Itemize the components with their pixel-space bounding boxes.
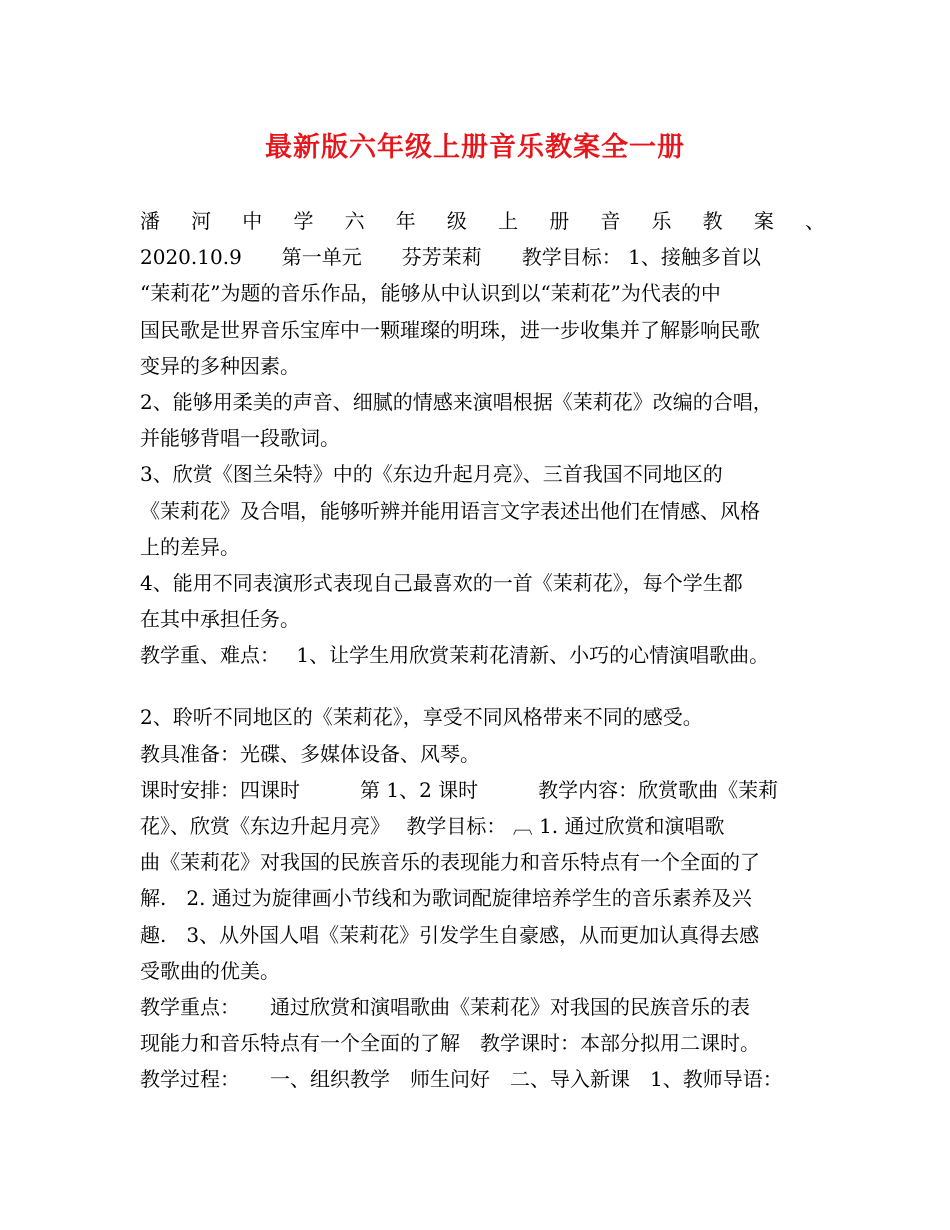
text-line: 潘 河 中 学 六 年 级 上 册 音 乐 教 案 、: [140, 209, 825, 233]
blank-line: [140, 673, 825, 699]
text-line: “茉莉花”为题的音乐作品，能够从中认识到以“茉莉花”为代表的中: [140, 281, 721, 306]
text-line: 变异的多种因素。: [140, 353, 300, 378]
text-line: 解. 2. 通过为旋律画小节线和为歌词配旋律培养学生的音乐素养及兴: [140, 886, 752, 911]
text-line: 在其中承担任务。: [140, 607, 300, 632]
document-title: 最新版六年级上册音乐教案全一册: [265, 132, 685, 163]
text-line: 3、欣赏《图兰朵特》中的《东边升起月亮》、三首我国不同地区的: [140, 462, 723, 487]
text-line: 教具准备：光碟、多媒体设备、风琴。: [140, 741, 480, 766]
text-line: 《茉莉花》及合唱，能够听辨并能用语言文字表述出他们在情感、风格: [140, 498, 760, 523]
text-line: 趣. 3、从外国人唱《茉莉花》引发学生自豪感，从而更加认真得去感: [140, 922, 760, 947]
text-line: 花》、欣赏《东边升起月亮》 教学目标： ︹ 1. 通过欣赏和演唱歌: [140, 814, 725, 838]
text-line: 国民歌是世界音乐宝库中一颗璀璨的明珠，进一步收集并了解影响民歌: [140, 317, 760, 342]
text-line: 2、能够用柔美的声音、细腻的情感来演唱根据《茉莉花》改编的合唱，: [140, 389, 773, 414]
text-line: 并能够背唱一段歌词。: [140, 426, 340, 451]
text-line: 教学重、难点： 1、让学生用欣赏茉莉花清新、小巧的心情演唱歌曲。: [140, 643, 770, 668]
text-line: 教学过程： 一、组织教学 师生问好 二、导入新课 1、教师导语：: [140, 1067, 783, 1092]
text-line: 课时安排：四课时 第 1、2 课时 教学内容：欣赏歌曲《茉莉: [140, 777, 779, 802]
text-line: 2020.10.9 第一单元 芬芳茉莉 教学目标： 1、接触多首以: [140, 245, 761, 270]
document-body: [140, 203, 825, 1098]
text-line: 2、聆听不同地区的《茉莉花》，享受不同风格带来不同的感受。: [140, 705, 703, 730]
text-line: 现能力和音乐特点有一个全面的了解 教学课时：本部分拟用二课时。: [140, 1031, 760, 1056]
text-line: 受歌曲的优美。: [140, 958, 280, 983]
text-line: 4、能用不同表演形式表现自己最喜欢的一首《茉莉花》，每个学生都: [140, 570, 743, 595]
text-line: 曲《茉莉花》对我国的民族音乐的表现能力和音乐特点有一个全面的了: [140, 850, 760, 875]
text-line: 上的差异。: [140, 534, 240, 559]
text-line: 教学重点： 通过欣赏和演唱歌曲《茉莉花》对我国的民族音乐的表: [140, 994, 750, 1019]
